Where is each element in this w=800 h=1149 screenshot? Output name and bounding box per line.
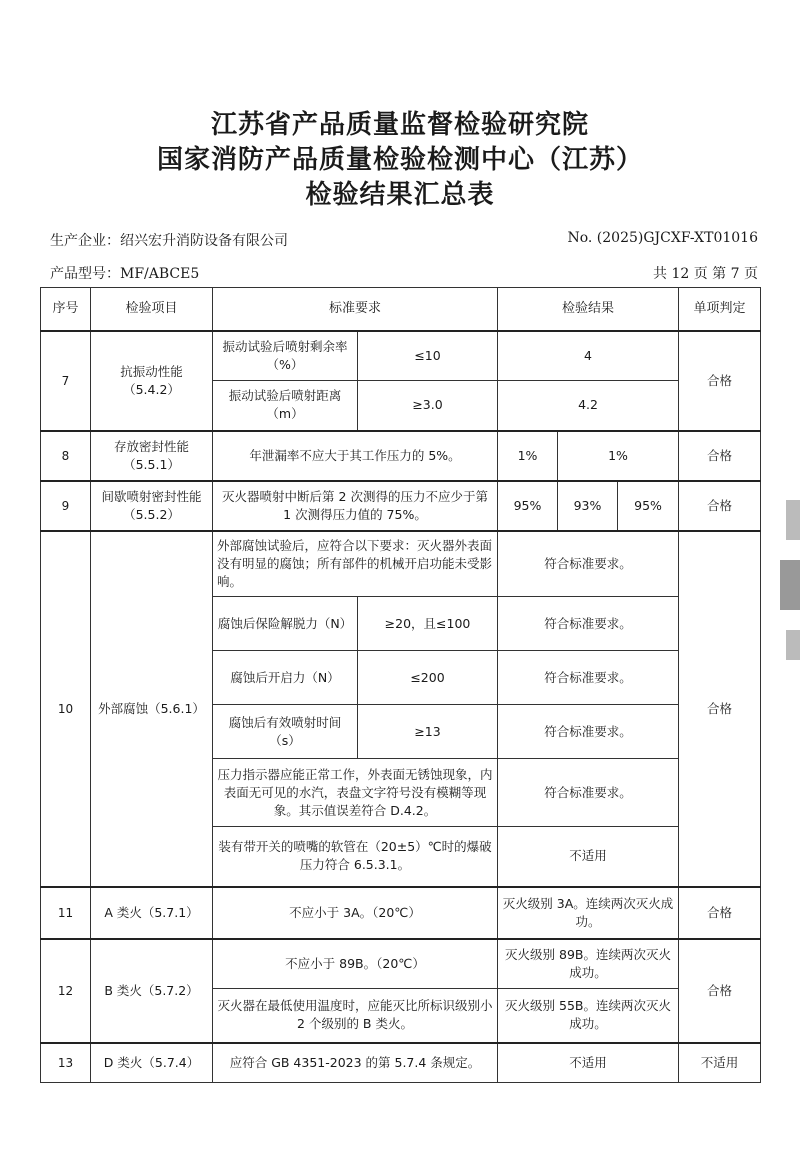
result-cell: 不适用 <box>498 1043 679 1083</box>
result-cell: 灭火级别 55B。连续两次灭火成功。 <box>498 989 679 1043</box>
page-info: 共 12 页 第 7 页 <box>653 266 758 282</box>
result-cell: 符合标准要求。 <box>498 651 679 705</box>
req-cell: ≤200 <box>358 651 498 705</box>
table-row <box>41 531 761 597</box>
report-number: No. (2025)GJCXF-XT01016 <box>567 230 758 246</box>
institute-title: 江苏省产品质量监督检验研究院 <box>210 110 589 140</box>
verdict-cell: 合格 <box>679 939 761 1043</box>
result-cell: 95% <box>498 481 558 531</box>
item-cell: 抗振动性能（5.4.2） <box>91 331 213 431</box>
result-cell: 4.2 <box>498 381 679 431</box>
item-cell: A 类火（5.7.1） <box>91 887 213 939</box>
result-cell: 4 <box>498 331 679 381</box>
item-cell: B 类火（5.7.2） <box>91 939 213 1043</box>
result-cell: 1% <box>498 431 558 481</box>
header-row <box>41 288 761 331</box>
seal-fragment <box>786 630 800 660</box>
result-cell: 符合标准要求。 <box>498 531 679 597</box>
item-cell: 外部腐蚀（5.6.1） <box>91 531 213 887</box>
result-cell: 符合标准要求。 <box>498 597 679 651</box>
req-cell: 外部腐蚀试验后，应符合以下要求：灭火器外表面没有明显的腐蚀；所有部件的机械开启功能未受影响。 <box>213 531 498 597</box>
result-cell: 灭火级别 89B。连续两次灭火成功。 <box>498 939 679 989</box>
item-cell: 间歇喷射密封性能（5.5.2） <box>91 481 213 531</box>
req-cell: 不应小于 3A。（20℃） <box>213 887 498 939</box>
header-verdict: 单项判定 <box>679 288 761 331</box>
producer: 生产企业：绍兴宏升消防设备有限公司 <box>50 233 288 249</box>
desc-cell: 振动试验后喷射距离（m） <box>213 381 358 431</box>
table-row <box>41 939 761 989</box>
req-cell: ≥13 <box>358 705 498 759</box>
req-cell: 年泄漏率不应大于其工作压力的 5%。 <box>213 431 498 481</box>
verdict-cell: 合格 <box>679 887 761 939</box>
verdict-cell: 合格 <box>679 481 761 531</box>
result-cell: 95% <box>618 481 679 531</box>
req-cell: 灭火器喷射中断后第 2 次测得的压力不应少于第 1 次测得压力值的 75%。 <box>213 481 498 531</box>
table-row <box>41 331 761 381</box>
req-cell: 灭火器在最低使用温度时，应能灭比所标识级别小 2 个级别的 B 类火。 <box>213 989 498 1043</box>
desc-cell: 腐蚀后保险解脱力（N） <box>213 597 358 651</box>
header-item: 检验项目 <box>91 288 213 331</box>
seq-cell: 8 <box>41 431 91 481</box>
req-cell: ≤10 <box>358 331 498 381</box>
table-row <box>41 481 761 531</box>
item-cell: D 类火（5.7.4） <box>91 1043 213 1083</box>
table-title: 检验结果汇总表 <box>305 180 495 210</box>
table-row <box>41 1043 761 1083</box>
header-standard: 标准要求 <box>213 288 498 331</box>
seq-cell: 11 <box>41 887 91 939</box>
verdict-cell: 不适用 <box>679 1043 761 1083</box>
req-cell: 装有带开关的喷嘴的软管在（20±5）℃时的爆破压力符合 6.5.3.1。 <box>213 827 498 887</box>
verdict-cell: 合格 <box>679 331 761 431</box>
title-block <box>0 108 800 213</box>
req-cell: 不应小于 89B。（20℃） <box>213 939 498 989</box>
seal-fragment <box>786 500 800 540</box>
req-cell: 压力指示器应能正常工作，外表面无锈蚀现象，内表面无可见的水汽，表盘文字符号没有模糊等现象。其示值误差符合 D.4.2。 <box>213 759 498 827</box>
req-cell: 应符合 GB 4351-2023 的第 5.7.4 条规定。 <box>213 1043 498 1083</box>
result-cell: 符合标准要求。 <box>498 759 679 827</box>
result-cell: 93% <box>558 481 618 531</box>
table-row <box>41 431 761 481</box>
seq-cell: 12 <box>41 939 91 1043</box>
result-cell: 不适用 <box>498 827 679 887</box>
meta-row-1 <box>50 230 758 250</box>
desc-cell: 腐蚀后有效喷射时间（s） <box>213 705 358 759</box>
results-table <box>40 287 761 1083</box>
seal-fragment <box>780 560 800 610</box>
item-cell: 存放密封性能（5.5.1） <box>91 431 213 481</box>
verdict-cell: 合格 <box>679 431 761 481</box>
center-title: 国家消防产品质量检验检测中心（江苏） <box>156 145 643 175</box>
result-cell: 符合标准要求。 <box>498 705 679 759</box>
verdict-cell: 合格 <box>679 531 761 887</box>
seq-cell: 13 <box>41 1043 91 1083</box>
result-cell: 灭火级别 3A。连续两次灭火成功。 <box>498 887 679 939</box>
req-cell: ≥3.0 <box>358 381 498 431</box>
seq-cell: 9 <box>41 481 91 531</box>
req-cell: ≥20，且≤100 <box>358 597 498 651</box>
seq-cell: 7 <box>41 331 91 431</box>
meta-row-2 <box>50 263 758 283</box>
seq-cell: 10 <box>41 531 91 887</box>
header-seq: 序号 <box>41 288 91 331</box>
desc-cell: 腐蚀后开启力（N） <box>213 651 358 705</box>
desc-cell: 振动试验后喷射剩余率（%） <box>213 331 358 381</box>
table-row <box>41 887 761 939</box>
product-model: 产品型号：MF/ABCE5 <box>50 266 200 282</box>
result-cell: 1% <box>558 431 679 481</box>
header-result: 检验结果 <box>498 288 679 331</box>
